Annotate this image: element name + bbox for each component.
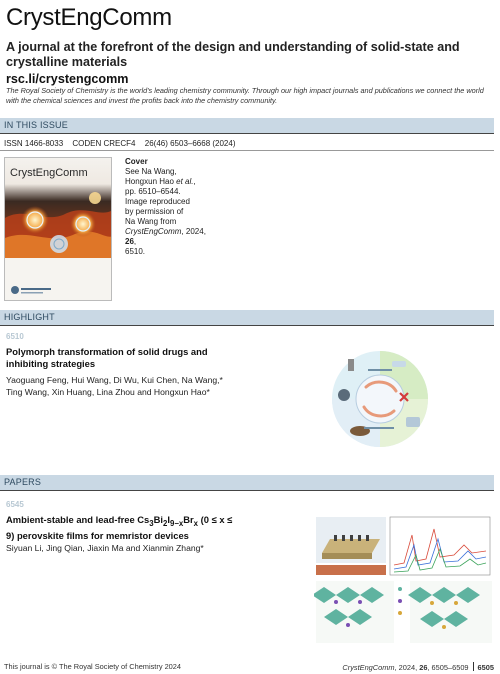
section-bar-in-this-issue [0,118,494,133]
paper-title-text: (0 ≤ x ≤ [198,514,233,525]
cover-caption-etal: et al. [176,177,194,186]
footer-journal: CrystEngComm [342,663,395,672]
cover-caption-tail: , [133,237,137,246]
section-rule [0,325,494,326]
cover-caption-line: Na Wang from [125,217,177,226]
paper-title-sub: 3 [149,518,154,528]
paper-toc-graphic[interactable] [314,515,494,645]
cover-caption-line: by permission of [125,207,184,216]
highlight-title-line: Polymorph transformation of solid drugs and [6,346,208,357]
cover-caption-line: See Na Wang, [125,167,177,176]
cover-masthead: CrystEngComm [10,167,88,179]
journal-url[interactable]: rsc.li/crystengcomm [6,72,129,86]
paper-title-sub: 2 [163,518,168,528]
cover-caption-head: Cover [125,157,148,166]
highlight-authors-line: Yaoguang Feng, Hui Wang, Di Wu, Kui Chen, Na Wang,* [6,375,223,385]
paper-title-sub: x [193,518,199,528]
footer-separator [473,662,474,671]
journal-tagline: A journal at the forefront of the design and understanding of solid-state and crystalline materials [6,40,460,69]
highlight-authors [6,374,306,398]
section-label-in-this-issue: IN THIS ISSUE [4,120,68,130]
cover-caption-line: 6510. [125,247,146,256]
cover-caption: Cover See Na Wang, Hongxun Hao et al., pp. 6510–6544. Image reproduced by permission of Na Wang from CrystEngComm, 2024, 26, 6510. [125,157,215,257]
section-bar-highlight [0,310,494,325]
footer-page-number: 6505 [477,663,494,672]
footer-citation [342,662,494,672]
section-rule [0,133,494,134]
rsc-blurb: The Royal Society of Chemistry is the world's leading chemistry community. Through our high impact journals and publications we connect the world with the chemical sciences and invest the profits back into the chemistry community. [6,86,484,105]
paper-title-text: Br [183,514,194,525]
highlight-page-number: 6510 [6,332,24,341]
cover-image[interactable] [4,157,112,301]
cover-caption-line: Image reproduced [125,197,190,206]
paper-title-sub: 9−x [169,518,184,528]
cover-caption-year: , 2024, [181,227,206,236]
highlight-article-title[interactable] [6,346,306,370]
cover-caption-line: Hongxun Hao [125,177,174,186]
coden: CODEN CRECF4 [72,139,136,148]
footer-year: , 2024, [394,663,420,672]
paper-authors: Siyuan Li, Jing Qian, Jiaxin Ma and Xianmin Zhang* [6,543,204,553]
highlight-title-line: inhibiting strategies [6,358,96,369]
section-label-papers: PAPERS [4,477,42,487]
paper-title-text: Ambient-stable and lead-free Cs [6,514,150,525]
paper-title-text: Bi [153,514,163,525]
footer-pages: , 6505–6509 [427,663,469,672]
section-label-highlight: HIGHLIGHT [4,312,55,322]
paper-title-line: 9) perovskite films for memristor devices [6,529,189,541]
footer-copyright: This journal is © The Royal Society of Chemistry 2024 [4,662,182,671]
paper-article-title[interactable] [6,514,306,542]
issn: ISSN 1466-8033 [4,139,64,148]
footer-volume: 26 [419,663,428,672]
issue-info [4,139,243,148]
journal-title: CrystEngComm [6,4,172,31]
cover-caption-journal: CrystEngComm [125,227,182,236]
section-rule [0,490,494,491]
volume-info: 26(46) 6503–6668 (2024) [144,139,236,148]
paper-page-number: 6545 [6,500,24,509]
cover-caption-volume: 26 [125,237,134,246]
paper-title-text: I [167,514,170,525]
cover-caption-line: pp. 6510–6544. [125,187,181,196]
highlight-toc-graphic[interactable] [320,347,440,452]
divider [0,150,494,151]
highlight-authors-line: Ting Wang, Xin Huang, Lina Zhou and Hongxun Hao* [6,387,210,397]
section-bar-papers [0,475,494,490]
